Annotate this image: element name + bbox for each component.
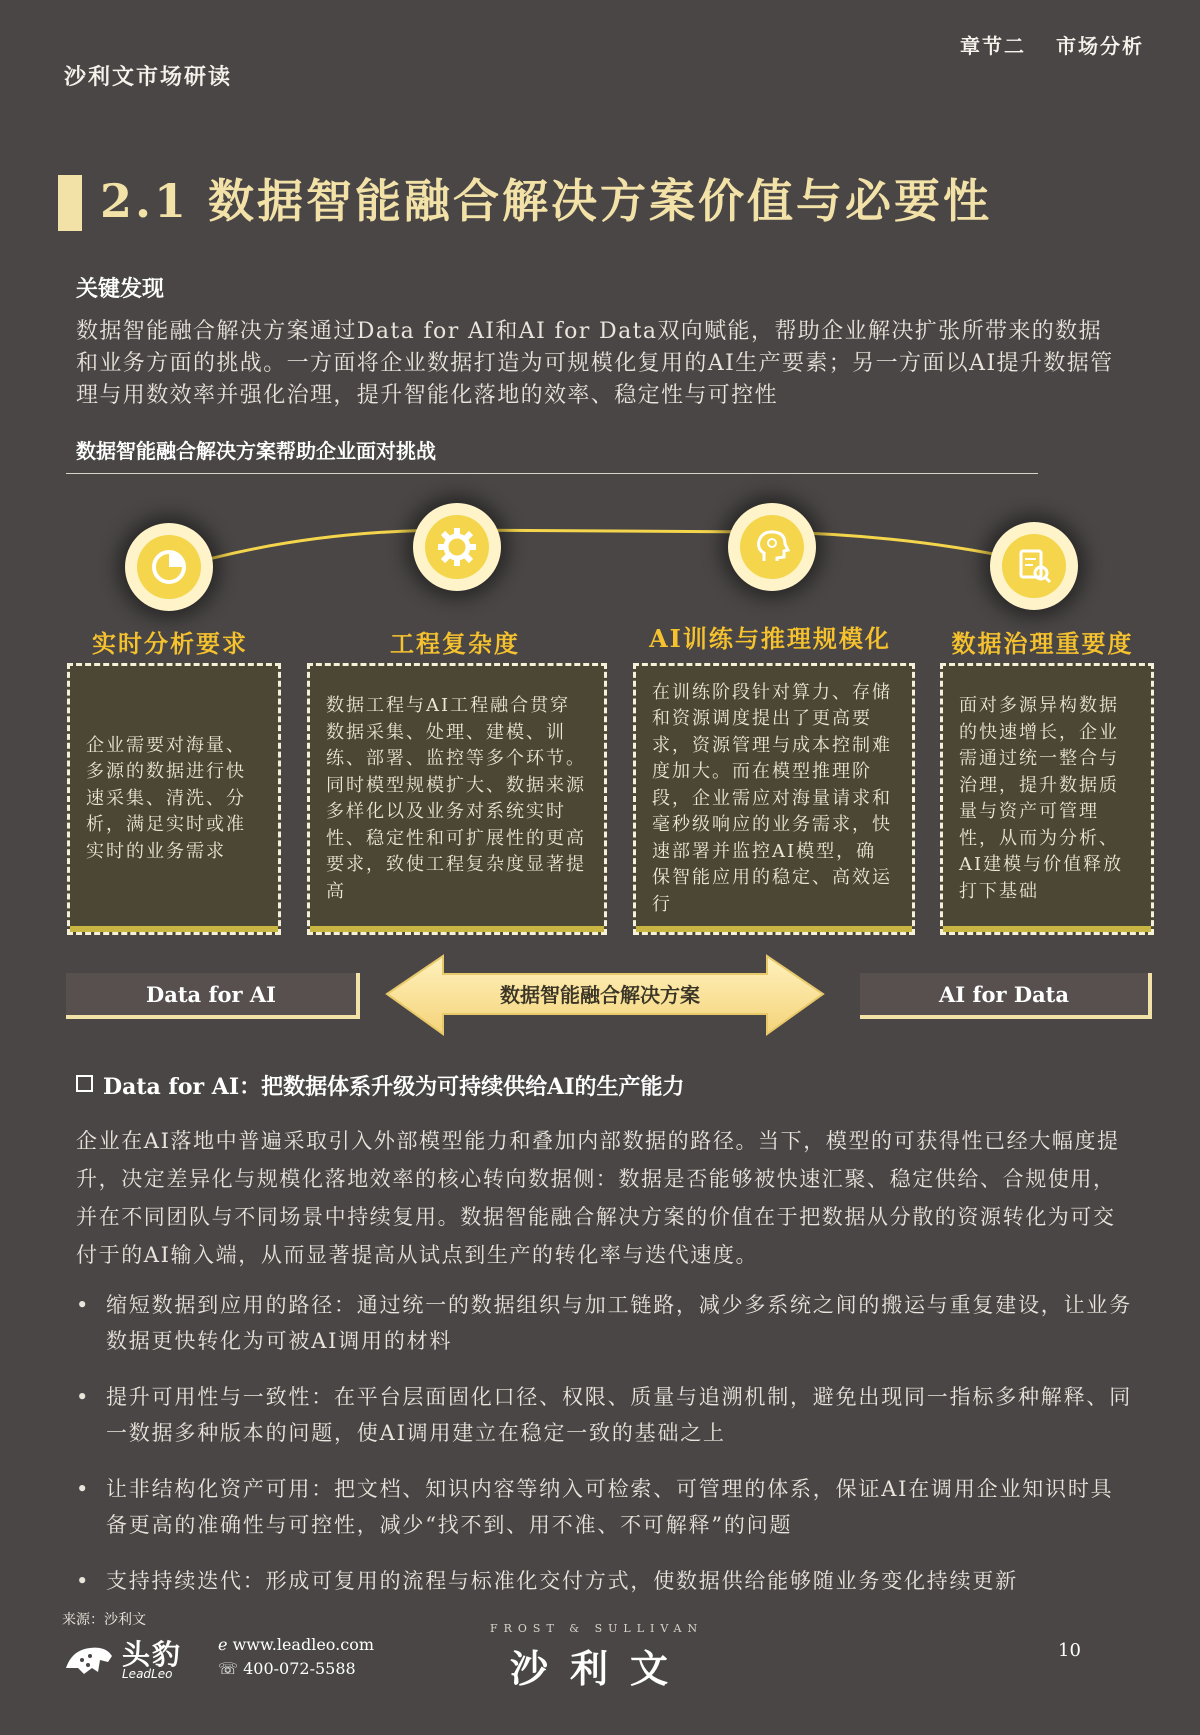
key-findings-label: 关键发现 (76, 276, 165, 302)
sullivan-logo: 沙利文 (510, 1647, 691, 1691)
website[interactable] (218, 1635, 374, 1654)
leopard-logo-icon (62, 1638, 116, 1680)
bullet-icon: • (76, 1569, 91, 1593)
data-for-ai-label: Data for AI (66, 973, 360, 1019)
diagram-subtitle: 数据智能融合解决方案帮助企业面对挑战 (76, 439, 436, 463)
key-findings-text: 数据智能融合解决方案通过Data for AI和AI for Data双向赋能，帮助企业解决扩张所带来的数据和业务方面的挑战。一方面将企业数据打造为可规模化复用的AI生产要素；另一方面以AI提升数据管理与用数效率并强化治理，提升智能化落地的效率、稳定性与可控性 (76, 319, 1114, 408)
chapter-label: 章节二 (960, 34, 1026, 58)
section-label: 市场分析 (1056, 34, 1144, 58)
page-number: 10 (1058, 1640, 1081, 1661)
phone-icon: ☏ (218, 1659, 244, 1678)
challenge-title-ai-scale: AI训练与推理规模化 (649, 624, 891, 653)
bullet-icon: • (76, 1385, 91, 1409)
ai-for-data-label: AI for Data (860, 973, 1152, 1019)
phone (218, 1659, 356, 1678)
bullet-text: 缩短数据到应用的路径：通过统一的数据组织与加工链路，减少多系统之间的搬运与重复建设，让业务数据更快转化为可被AI调用的材料 (106, 1293, 1132, 1353)
list-item (76, 1563, 1136, 1599)
challenge-title-governance: 数据治理重要度 (951, 629, 1134, 658)
brand-name: 沙利文市场研读 (64, 64, 233, 90)
section-heading-text: Data for AI：把数据体系升级为可持续供给AI的生产能力 (103, 1074, 685, 1100)
realtime-chart-icon (125, 523, 213, 611)
bullet-text: 提升可用性与一致性：在平台层面固化口径、权限、质量与追溯机制，避免出现同一指标多种解释、同一数据多种版本的问题，使AI调用建立在稳定一致的基础之上 (106, 1385, 1132, 1445)
page-title: 2.1 数据智能融合解决方案价值与必要性 (100, 174, 993, 228)
bullet-icon: • (76, 1477, 91, 1501)
gear-icon (413, 503, 501, 591)
challenge-text-realtime: 企业需要对海量、多源的数据进行快速采集、清洗、分析，满足实时或准实时的业务需求 (86, 734, 246, 862)
challenge-text-engineering: 数据工程与AI工程融合贯穿数据采集、处理、建模、训练、部署、监控等多个环节。同时模型规模扩大、数据来源多样化以及业务对系统实时性、稳定性和可扩展性的更高要求，致使工程复杂度显著提高 (326, 695, 586, 902)
list-item (76, 1379, 1136, 1451)
section-paragraph: 企业在AI落地中普遍采取引入外部模型能力和叠加内部数据的路径。当下，模型的可获得性已经大幅度提升，决定差异化与规模化落地效率的核心转向数据侧：数据是否能够被快速汇聚、稳定供给、合规使用，并在不同团队与不同场景中持续复用。数据智能融合解决方案的价值在于把数据从分散的资源转化为可交付于的AI输入端，从而显著提高从试点到生产的转化率与迭代速度。 (76, 1129, 1120, 1267)
logo-en: LeadLeo (122, 1667, 173, 1681)
bullet-icon: • (76, 1293, 91, 1317)
bullet-text: 让非结构化资产可用：把文档、知识内容等纳入可检索、可管理的体系，保证AI在调用企业知识时具备更高的准确性与可控性，减少“找不到、用不准、不可解释”的问题 (106, 1477, 1114, 1537)
web-icon: ℯ (218, 1635, 233, 1654)
divider (66, 473, 1038, 474)
list-item (76, 1471, 1136, 1543)
challenge-box-ai-scale (633, 663, 915, 935)
bullet-text: 支持持续迭代：形成可复用的流程与标准化交付方式，使数据供给能够随业务变化持续更新 (106, 1569, 1018, 1593)
title-accent-bar (58, 175, 82, 231)
source-note: 来源：沙利文 (62, 1612, 146, 1628)
challenge-title-realtime: 实时分析要求 (92, 629, 248, 658)
challenge-text-ai-scale: 在训练阶段针对算力、存储和资源调度提出了更高要求，资源管理与成本控制难度加大。而在模型推理阶段，企业需应对海量请求和毫秒级响应的业务需求，快速部署并监控AI模型，确保智能应用的稳定、高效运行 (652, 681, 892, 915)
logo-cn: 头豹 (122, 1638, 183, 1671)
ai-head-icon (728, 503, 816, 591)
frost-sullivan-logo-text: FROST & SULLIVAN (490, 1622, 704, 1635)
challenge-box-governance (940, 663, 1154, 935)
challenge-title-engineering: 工程复杂度 (390, 629, 520, 658)
checkbox-square-icon (76, 1075, 93, 1092)
challenge-box-realtime (67, 663, 281, 935)
challenge-text-governance: 面对多源异构数据的快速增长，企业需通过统一整合与治理，提升数据质量与资产可管理性，从而为分析、AI建模与价值释放打下基础 (959, 695, 1124, 902)
solution-label: 数据智能融合解决方案 (500, 983, 700, 1007)
chapter-header (930, 30, 1144, 59)
bullet-list (76, 1287, 1136, 1619)
data-governance-icon (990, 522, 1078, 610)
section-heading (76, 1070, 685, 1101)
website-text: www.leadleo.com (232, 1635, 374, 1654)
list-item (76, 1287, 1136, 1359)
phone-text: 400-072-5588 (243, 1659, 356, 1678)
challenge-box-engineering (307, 663, 607, 935)
